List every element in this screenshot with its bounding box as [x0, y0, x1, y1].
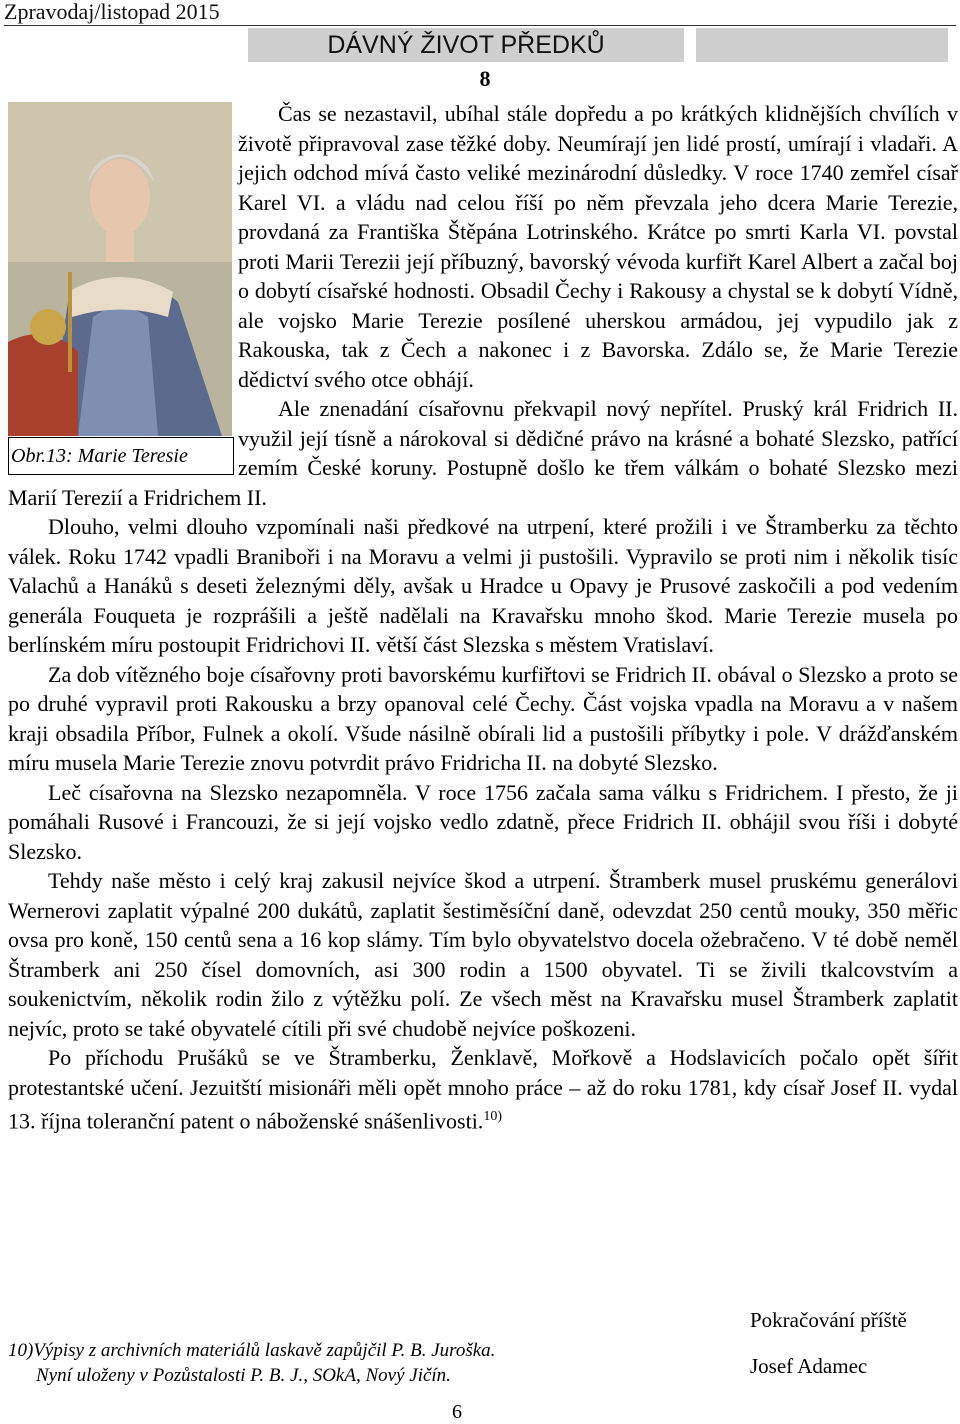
bottom-page-number: 6: [452, 1401, 462, 1423]
page-number: 8: [479, 66, 491, 91]
footnote-line-2: Nyní uloženy v Pozůstalosti P. B. J., SOkA, Nový Jičín.: [36, 1365, 451, 1386]
paragraph-7-text: Po příchodu Prušáků se ve Štramberku, Ženklavě, Mořkově a Hodslavicích počalo opět šířit protestantské učení. Jezuitští misionáři měli opět mnoho práce – až do roku 1781, kdy císař Josef II. vydal 13. října toleranční patent o náboženské snášenlivosti.: [8, 1045, 958, 1134]
footnote-line-1: 10)Výpisy z archivních materiálů laskavě zapůjčil P. B. Juroška.: [8, 1340, 496, 1361]
figure: [8, 102, 232, 478]
article-body: [8, 99, 958, 1136]
continued-note: Pokračování příště: [750, 1308, 907, 1332]
title-bar-extension: [696, 28, 948, 62]
section-title-bar: [248, 28, 684, 62]
author-name: Josef Adamec: [750, 1354, 868, 1378]
header-rule: [4, 25, 956, 26]
section-title: DÁVNÝ ŽIVOT PŘEDKŮ: [327, 31, 605, 59]
paragraph-4: Za dob vítězného boje císařovny proti bavorskému kurfiřtovi se Fridrich II. obával o Slezsko a proto se po druhé vypravil proti Rakousku a brzy opanoval celé Čechy. Část vojska vpadla na Moravu a v našem kraji obsadila Příbor, Fulnek a okolí. Všude násilně obírali lid a pustošili příbytky i pole. V drážďanském míru musela Marie Terezie znovu potvrdit právo Fridricha II. na dobyté Slezsko.: [8, 661, 958, 775]
paragraph-5: Leč císařovna na Slezsko nezapomněla. V roce 1756 začala sama válku s Fridrichem. I přesto, že ji pomáhali Rusové i Francouzi, že si její vojsko vedlo zdatně, přece Fridrich II. obhájil svou říši i dobyté Slezsko.: [8, 779, 958, 864]
paragraph-2: Ale znenadání císařovnu překvapil nový nepřítel. Pruský král Fridrich II. využil její tísně a nárokoval si dědičné právo na krásné a bohaté Slezsko, patřící zemím České koruny. Postupně došlo ke třem válkám o bohaté Slezsko mezi Marií Terezií a Fridrichem II.: [8, 396, 958, 510]
footnote-ref: 10): [483, 1109, 502, 1124]
portrait-image: [8, 102, 232, 436]
paragraph-1: Čas se nezastavil, ubíhal stále dopředu a po krátkých klidnějších chvílích v životě připravoval zase těžké doby. Neumírají jen lidé prostí, umírají i vladaři. A jejich odchod mívá často veliké mezinárodní důsledky. V roce 1740 zemřel císař Karel VI. a vládu nad celou říší po něm převzala jeho dcera Marie Terezie, provdaná za Františka Štěpána Lotrinského. Krátce po smrti Karla VI. povstal proti Marii Terezii její příbuzný, bavorský vévoda kurfiřt Karel Albert a začal boj o dobytí císařské hodnosti. Obsadil Čechy i Rakousy a chystal se k dobytí Vídně, ale vojsko Marie Terezie posílené uherskou armádou, jej vypudilo jak z Rakouska, tak z Čech a nakonec i z Bavorska. Zdálo se, že Marie Terezie dědictví svého otce obhájí.: [238, 101, 958, 392]
paragraph-3: Dlouho, velmi dlouho vzpomínali naši předkové na utrpení, které prožili i ve Štramberku za těchto válek. Roku 1742 vpadli Braniboři i na Moravu a velmi ji pustošili. Vypravilo se proti nim i několik tisíc Valachů a Hanáků s deseti železnými děly, avšak u Hradce u Opavy je Prusové zaskočili a pod vedením generála Fouqueta je rozprášili a ještě nadělali na Kravařsku mnoho škod. Marie Terezie musela po berlínském míru postoupit Fridrichovi II. větší část Slezska s městem Vratislaví.: [8, 514, 958, 657]
footnote: [8, 1338, 495, 1388]
figure-caption: Obr.13: Marie Teresie: [8, 437, 234, 475]
paragraph-6: Tehdy naše město i celý kraj zakusil nejvíce škod a utrpení. Štramberk musel pruskému generálovi Wernerovi zaplatit výpalné 200 dukátů, zaplatit šestiměsíční daně, odevzdat 250 centů mouky, 350 měřic ovsa pro koně, 150 centů sena a 16 kop slámy. Tím bylo obyvatelstvo docela ožebračeno. V té době neměl Štramberk ani 250 čísel domovních, asi 300 rodin a 1500 obyvatel. Ti se živili tkalcovstvím a soukenictvím, několik rodin žilo z výtěžku polí. Ze všech měst na Kravařsku musel Štramberk zaplatit nejvíc, proto se také obyvatelé cítili při své chudobě nejvíce poškozeni.: [8, 868, 958, 1041]
paragraph-7: [8, 1043, 958, 1136]
running-head: Zpravodaj/listopad 2015: [4, 0, 220, 24]
